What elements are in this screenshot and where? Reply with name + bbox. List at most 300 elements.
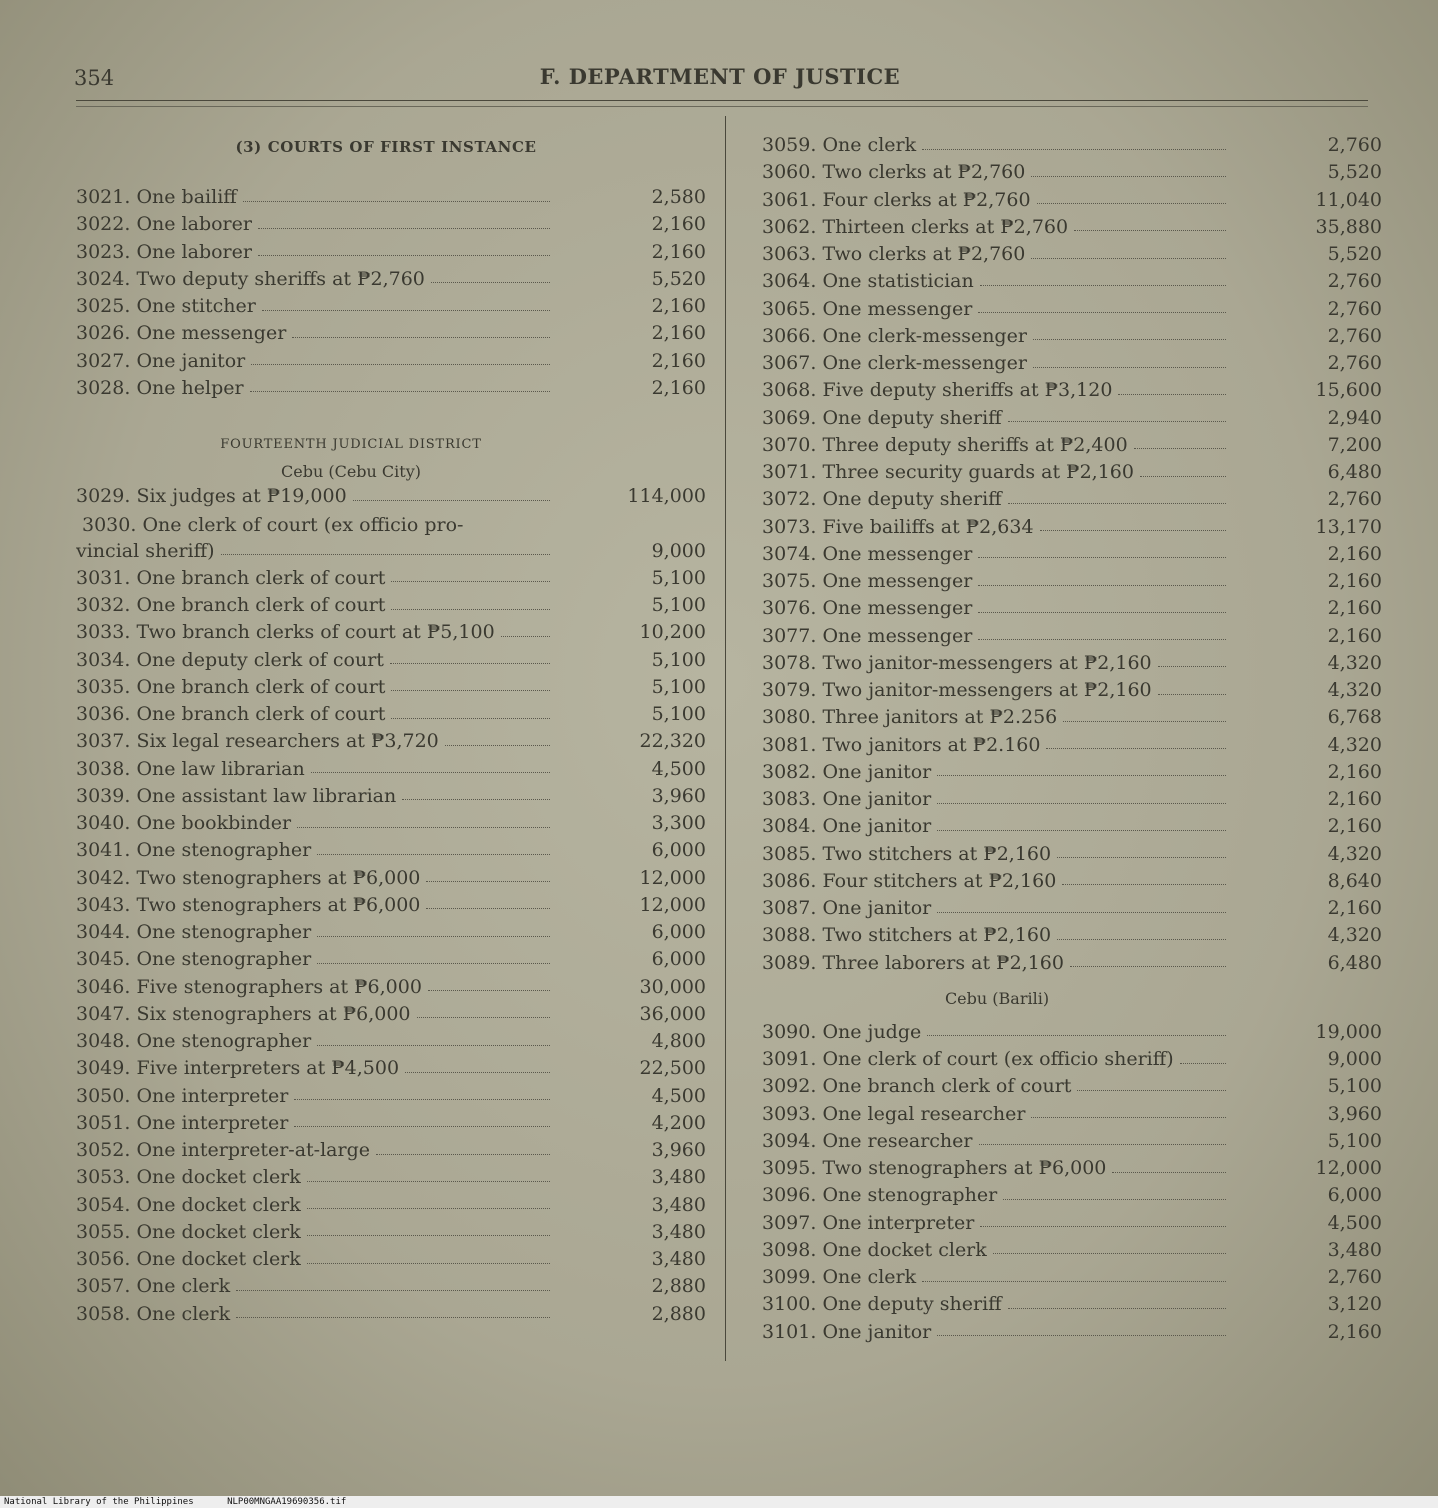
item-number: 3070. <box>762 433 817 456</box>
item-number: 3063. <box>762 243 817 265</box>
list-item <box>762 216 1382 243</box>
item-number: 3051. <box>76 1111 131 1134</box>
item-amount: 2,760 <box>1327 352 1382 374</box>
item-number: 3032. <box>76 594 131 616</box>
item-number: 3086. <box>762 869 817 892</box>
item-amount: 5,100 <box>1327 1075 1382 1098</box>
item-description: One janitor <box>822 815 932 838</box>
item-amount: 3,480 <box>651 1248 706 1270</box>
item-number: 3064. <box>762 270 817 293</box>
item-amount: 36,000 <box>639 1002 706 1025</box>
dot-leader <box>1046 748 1226 749</box>
item-amount: 22,320 <box>639 730 706 753</box>
dot-leader <box>307 1181 550 1182</box>
item-number: 3036. <box>76 703 131 725</box>
item-amount: 2,160 <box>1327 542 1382 565</box>
item-description: Five stenographers at ₱6,000 <box>136 975 422 998</box>
item-description: Two stitchers at ₱2,160 <box>822 924 1052 947</box>
dot-leader <box>937 803 1226 804</box>
list-item <box>762 298 1382 325</box>
item-amount: 2,160 <box>1327 570 1382 592</box>
list-item <box>762 1103 1382 1130</box>
list-item <box>762 243 1382 270</box>
list-item <box>76 594 706 621</box>
item-amount: 2,580 <box>651 186 706 208</box>
item-description: One messenger <box>822 542 973 565</box>
dot-leader <box>243 201 550 202</box>
item-number: 3024. <box>76 267 131 290</box>
dot-leader <box>978 585 1226 586</box>
list-item <box>762 325 1382 352</box>
item-description: One law librarian <box>136 757 305 780</box>
item-amount: 8,640 <box>1327 869 1382 892</box>
item-amount: 2,160 <box>1327 815 1382 838</box>
item-description: One deputy sheriff <box>822 406 1002 429</box>
item-description: Four clerks at ₱2,760 <box>822 188 1031 211</box>
dot-leader <box>978 612 1226 613</box>
list-item <box>76 758 706 785</box>
item-list-cebu-city <box>76 567 706 1330</box>
item-amount: 2,760 <box>1327 324 1382 347</box>
item-description: One researcher <box>822 1129 973 1152</box>
dot-leader <box>1077 1090 1226 1091</box>
item-amount: 2,760 <box>1327 488 1382 511</box>
dot-leader <box>317 1045 550 1046</box>
item-amount: 2,160 <box>1327 624 1382 647</box>
item-description: One docket clerk <box>136 1220 301 1243</box>
item-amount: 2,160 <box>1327 760 1382 783</box>
item-number: 3056. <box>76 1248 131 1270</box>
dot-leader <box>978 639 1226 640</box>
item-amount: 19,000 <box>1315 1020 1382 1043</box>
dot-leader <box>937 1335 1226 1336</box>
dot-leader <box>297 827 550 828</box>
item-number: 3072. <box>762 488 817 511</box>
item-amount: 12,000 <box>639 893 706 916</box>
item-description: One janitor <box>822 1320 932 1343</box>
dot-leader <box>1057 939 1226 940</box>
item-description: One clerk <box>136 1275 231 1298</box>
item-amount: 3,480 <box>651 1220 706 1243</box>
item-amount: 5,100 <box>651 703 706 725</box>
list-item <box>762 134 1382 161</box>
item-description: Five deputy sheriffs at ₱3,120 <box>822 379 1113 402</box>
item-amount: 3,480 <box>1327 1238 1382 1261</box>
item-amount: 13,170 <box>1315 515 1382 538</box>
list-item <box>762 652 1382 679</box>
item-number: 3085. <box>762 842 817 865</box>
list-item <box>76 703 706 730</box>
item-number: 3021. <box>76 186 131 208</box>
item-amount: 3,300 <box>651 812 706 834</box>
item-description: Two stenographers at ₱6,000 <box>136 866 421 889</box>
item-number: 3082. <box>762 760 817 783</box>
list-item <box>762 543 1382 570</box>
item-number: 3099. <box>762 1266 817 1288</box>
item-description: One stenographer <box>136 948 312 971</box>
item-description: One clerk-messenger <box>822 352 1027 374</box>
list-item <box>76 867 706 894</box>
item-description: One stenographer <box>136 1030 312 1052</box>
dot-leader <box>426 881 550 882</box>
place-title-cebu-city: Cebu (Cebu City) <box>281 462 421 481</box>
item-description: One legal researcher <box>822 1102 1026 1125</box>
dot-leader <box>993 1253 1226 1254</box>
dot-leader <box>317 963 550 964</box>
item-description-line2: vincial sheriff) <box>76 539 215 562</box>
dot-leader <box>979 1144 1227 1145</box>
item-number: 3074. <box>762 542 817 565</box>
dot-leader <box>307 1208 550 1209</box>
list-item <box>76 295 706 322</box>
dot-leader <box>1112 1172 1226 1173</box>
list-item <box>76 894 706 921</box>
dot-leader <box>501 636 550 637</box>
item-description: One janitor <box>822 897 932 919</box>
list-item <box>762 870 1382 897</box>
item-description: One janitor <box>822 760 932 783</box>
item-number: 3062. <box>762 215 817 238</box>
item-amount: 5,100 <box>651 594 706 616</box>
item-description: One docket clerk <box>822 1238 987 1261</box>
dot-leader <box>431 282 550 283</box>
dot-leader <box>1008 421 1226 422</box>
item-amount: 2,760 <box>1327 134 1382 156</box>
item-description: One clerk of court (ex officio sheriff) <box>822 1048 1174 1070</box>
dot-leader <box>417 1017 550 1018</box>
dot-leader <box>927 1035 1226 1036</box>
list-item <box>762 352 1382 379</box>
list-item <box>76 1194 706 1221</box>
item-number: 3069. <box>762 406 817 429</box>
item-description: One statistician <box>822 270 974 293</box>
item-number: 3037. <box>76 730 131 753</box>
item-number: 3089. <box>762 951 817 974</box>
item-amount: 3,120 <box>1327 1293 1382 1316</box>
list-item <box>762 761 1382 788</box>
dot-leader <box>1003 1199 1226 1200</box>
list-item <box>76 1139 706 1166</box>
item-description: Two stenographers at ₱6,000 <box>822 1157 1107 1179</box>
list-item <box>76 1303 706 1330</box>
item-number: 3055. <box>76 1220 131 1243</box>
item-number: 3075. <box>762 570 817 592</box>
item-amount: 7,200 <box>1327 433 1382 456</box>
item-description: One messenger <box>822 297 973 320</box>
list-item-multiline <box>76 512 706 539</box>
item-number: 3026. <box>76 322 131 345</box>
dot-leader <box>405 1072 550 1073</box>
dot-leader <box>376 1154 550 1155</box>
dot-leader <box>258 255 550 256</box>
item-number: 3097. <box>762 1211 817 1234</box>
item-amount: 2,160 <box>651 213 706 236</box>
item-amount: 2,160 <box>651 295 706 317</box>
item-description: One clerk-messenger <box>822 324 1027 347</box>
item-amount: 6,000 <box>1327 1184 1382 1207</box>
dot-leader <box>221 554 550 555</box>
item-number: 3030. <box>82 514 137 537</box>
dot-leader <box>1140 476 1226 477</box>
item-number: 3080. <box>762 706 817 729</box>
list-item <box>762 679 1382 706</box>
item-amount: 2,160 <box>651 322 706 345</box>
list-item <box>76 1003 706 1030</box>
item-amount: 4,320 <box>1327 733 1382 756</box>
dot-leader <box>980 1226 1226 1227</box>
dot-leader <box>428 990 550 991</box>
item-amount: 2,160 <box>651 376 706 399</box>
item-number: 3083. <box>762 788 817 810</box>
item-amount: 6,000 <box>651 948 706 971</box>
item-description-line1: One clerk of court (ex officio pro- <box>142 514 464 537</box>
item-description: One interpreter <box>136 1111 289 1134</box>
list-item-continuation <box>76 540 706 567</box>
dot-leader <box>1057 857 1226 858</box>
dot-leader <box>353 500 550 501</box>
list-item <box>762 706 1382 733</box>
item-number: 3044. <box>76 921 131 943</box>
item-amount: 2,160 <box>651 240 706 263</box>
dot-leader <box>391 581 550 582</box>
item-description: One janitor <box>136 349 246 372</box>
item-amount: 2,160 <box>1327 897 1382 919</box>
item-number: 3029. <box>76 485 131 507</box>
item-amount: 6,480 <box>1327 951 1382 974</box>
dot-leader <box>937 775 1226 776</box>
list-item <box>76 485 706 512</box>
item-amount: 3,480 <box>651 1166 706 1189</box>
item-amount: 5,100 <box>651 566 706 589</box>
section-title: (3) COURTS OF FIRST INSTANCE <box>235 138 537 156</box>
list-item <box>762 924 1382 951</box>
right-column <box>762 134 1382 1348</box>
item-number: 3084. <box>762 815 817 838</box>
item-description: Two deputy sheriffs at ₱2,760 <box>136 267 425 290</box>
item-number: 3096. <box>762 1184 817 1207</box>
item-description: One branch clerk of court <box>136 703 386 725</box>
item-description: Two stitchers at ₱2,160 <box>822 842 1052 865</box>
dot-leader <box>426 908 550 909</box>
item-amount: 5,520 <box>1327 161 1382 184</box>
item-description: One stenographer <box>136 839 312 862</box>
list-item <box>76 1085 706 1112</box>
item-description: One messenger <box>822 624 973 647</box>
item-description: One stenographer <box>822 1184 998 1207</box>
dot-leader <box>294 1126 550 1127</box>
item-description: One branch clerk of court <box>136 594 386 616</box>
item-number: 3028. <box>76 376 131 399</box>
dot-leader <box>317 854 550 855</box>
item-number: 3065. <box>762 297 817 320</box>
item-description: One interpreter <box>822 1211 975 1234</box>
library-credit: National Library of the Philippines <box>4 1497 194 1507</box>
dot-leader <box>937 830 1226 831</box>
item-number: 3043. <box>76 893 131 916</box>
item-amount: 15,600 <box>1315 379 1382 402</box>
item-number: 3091. <box>762 1048 817 1070</box>
item-amount: 4,500 <box>651 1084 706 1107</box>
item-description: One clerk <box>822 1266 917 1288</box>
item-number: 3092. <box>762 1075 817 1098</box>
item-description: One branch clerk of court <box>136 675 386 698</box>
item-number: 3038. <box>76 757 131 780</box>
item-number: 3077. <box>762 624 817 647</box>
item-description: Two clerks at ₱2,760 <box>822 243 1026 265</box>
file-identifier: NLP00MNGAA19690356.tif <box>227 1497 347 1507</box>
item-description: One interpreter-at-large <box>136 1139 370 1161</box>
item-description: One clerk <box>136 1302 231 1325</box>
dot-leader <box>1033 339 1226 340</box>
item-number: 3054. <box>76 1193 131 1216</box>
list-item <box>76 241 706 268</box>
list-item <box>76 1112 706 1139</box>
list-item <box>762 815 1382 842</box>
list-item <box>762 597 1382 624</box>
item-number: 3076. <box>762 597 817 620</box>
item-amount: 2,760 <box>1327 1266 1382 1288</box>
item-amount: 6,480 <box>1327 461 1382 483</box>
dot-leader <box>307 1263 550 1264</box>
item-number: 3067. <box>762 352 817 374</box>
item-description: Three security guards at ₱2,160 <box>822 461 1134 483</box>
item-number: 3042. <box>76 866 131 889</box>
item-amount: 2,160 <box>1327 1320 1382 1343</box>
item-description: One stitcher <box>136 295 256 317</box>
item-number: 3061. <box>762 188 817 211</box>
item-number: 3031. <box>76 566 131 589</box>
dot-leader <box>402 799 550 800</box>
list-item <box>76 976 706 1003</box>
dot-leader <box>390 663 550 664</box>
list-item <box>762 1157 1382 1184</box>
item-amount: 12,000 <box>639 866 706 889</box>
list-item <box>76 839 706 866</box>
item-number: 3101. <box>762 1320 817 1343</box>
item-amount: 3,960 <box>651 784 706 807</box>
list-item <box>762 1130 1382 1157</box>
item-amount: 2,160 <box>1327 597 1382 620</box>
item-amount: 30,000 <box>639 975 706 998</box>
item-number: 3048. <box>76 1030 131 1052</box>
item-description: One docket clerk <box>136 1248 301 1270</box>
dot-leader <box>236 1290 550 1291</box>
dot-leader <box>1008 1308 1226 1309</box>
item-number: 3079. <box>762 679 817 701</box>
item-amount: 6,000 <box>651 839 706 862</box>
item-description: One assistant law librarian <box>136 784 397 807</box>
dot-leader <box>1062 884 1226 885</box>
district-title: FOURTEENTH JUDICIAL DISTRICT <box>220 437 482 452</box>
item-number: 3041. <box>76 839 131 862</box>
header-rule <box>76 100 1368 101</box>
dot-leader <box>1033 367 1226 368</box>
dot-leader <box>1070 966 1226 967</box>
item-list-courts <box>76 186 706 404</box>
item-amount: 2,160 <box>651 349 706 372</box>
item-number: 3095. <box>762 1157 817 1179</box>
list-item <box>762 1321 1382 1348</box>
list-item <box>762 1239 1382 1266</box>
item-description: One deputy sheriff <box>822 1293 1002 1316</box>
item-amount: 4,320 <box>1327 842 1382 865</box>
dot-leader <box>445 745 550 746</box>
list-item <box>762 434 1382 461</box>
dot-leader <box>1180 1063 1226 1064</box>
item-description: Three deputy sheriffs at ₱2,400 <box>822 433 1128 456</box>
item-number: 3035. <box>76 675 131 698</box>
item-number: 3022. <box>76 213 131 236</box>
dot-leader <box>978 312 1226 313</box>
item-list-cebu-city-continued <box>762 134 1382 979</box>
item-amount: 5,520 <box>651 267 706 290</box>
item-amount: 4,800 <box>651 1030 706 1052</box>
list-item <box>762 1184 1382 1211</box>
dot-leader <box>1134 448 1226 449</box>
item-amount: 12,000 <box>1315 1157 1382 1179</box>
list-item <box>76 948 706 975</box>
dot-leader <box>311 772 550 773</box>
item-amount: 2,880 <box>651 1275 706 1298</box>
item-amount: 6,768 <box>1327 706 1382 729</box>
dot-leader <box>980 285 1226 286</box>
list-item <box>762 379 1382 406</box>
item-number: 3093. <box>762 1102 817 1125</box>
item-amount: 2,760 <box>1327 270 1382 293</box>
dot-leader <box>1031 176 1226 177</box>
page-number: 354 <box>74 66 115 90</box>
dot-leader <box>250 391 550 392</box>
dot-leader <box>922 1281 1226 1282</box>
list-item <box>762 1075 1382 1102</box>
list-item <box>76 377 706 404</box>
item-description: One janitor <box>822 788 932 810</box>
list-item <box>762 625 1382 652</box>
item-description: Two janitor-messengers at ₱2,160 <box>822 651 1152 674</box>
item-description: One judge <box>822 1020 922 1043</box>
header-rule-thin <box>76 106 1368 107</box>
item-description: Two branch clerks of court at ₱5,100 <box>136 621 495 644</box>
list-item <box>76 676 706 703</box>
list-item <box>76 921 706 948</box>
item-amount: 4,320 <box>1327 651 1382 674</box>
item-number: 3046. <box>76 975 131 998</box>
item-description: One clerk <box>822 134 917 156</box>
list-item <box>762 1021 1382 1048</box>
list-item <box>762 189 1382 216</box>
item-number: 3039. <box>76 784 131 807</box>
dot-leader <box>1037 203 1226 204</box>
dot-leader <box>236 1317 550 1318</box>
item-description: One messenger <box>136 322 287 345</box>
item-description: Three janitors at ₱2.256 <box>822 706 1058 729</box>
item-description: Six stenographers at ₱6,000 <box>136 1002 411 1025</box>
item-number: 3040. <box>76 812 131 834</box>
item-description: Five bailiffs at ₱2,634 <box>822 515 1034 538</box>
dot-leader <box>391 609 550 610</box>
list-item <box>762 570 1382 597</box>
list-item <box>762 407 1382 434</box>
item-description: One interpreter <box>136 1084 289 1107</box>
list-item <box>76 322 706 349</box>
list-item <box>762 1212 1382 1239</box>
list-item <box>76 1057 706 1084</box>
item-amount: 3,480 <box>651 1193 706 1216</box>
dot-leader <box>251 364 550 365</box>
item-amount: 11,040 <box>1315 188 1382 211</box>
item-description: Two clerks at ₱2,760 <box>822 161 1026 184</box>
item-amount: 114,000 <box>627 485 706 507</box>
